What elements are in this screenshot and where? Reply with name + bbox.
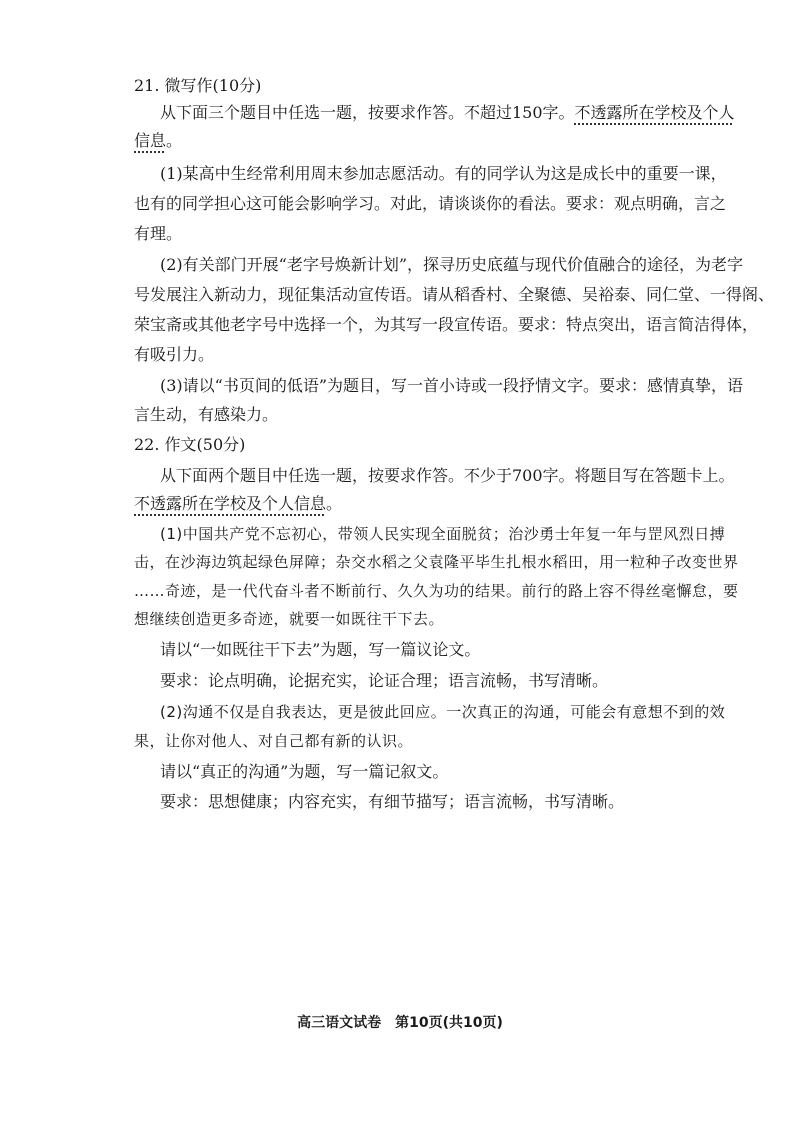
q22-option2-line2: 果，让你对他人、对自己都有新的认识。 <box>134 732 414 750</box>
q22-option1-line1: (1)中国共产党不忘初心，带领人民实现全面脱贫；治沙勇士年复一年与罡风烈日搏 <box>160 525 726 543</box>
q21-option2-line1: (2)有关部门开展“老字号焕新计划”，探寻历史底蕴与现代价值融合的途径，为老字 <box>160 255 744 274</box>
q21-option1-line3: 有理。 <box>134 224 183 243</box>
q22-option2-requirements: 要求：思想健康；内容充实，有细节描写；语言流畅，书写清晰。 <box>160 792 625 811</box>
q21-instructions-text: 从下面三个题目中任选一题，按要求作答。不超过150字。 <box>160 103 575 122</box>
q22-privacy-notice: 不透露所在学校及个人信息 <box>134 494 327 513</box>
q21-instructions-line1 <box>160 103 735 123</box>
q22-option2-prompt: 请以“真正的沟通”为题，写一篇记叙文。 <box>160 762 449 781</box>
q22-heading: 22. 作文(50分) <box>134 435 246 454</box>
q22-option1-line4: 想继续创造更多奇迹，就要一如既往干下去。 <box>134 610 445 628</box>
q21-option2-line2: 号发展注入新动力，现征集活动宣传语。请从稻香村、全聚德、吴裕泰、同仁堂、一得阁、 <box>134 285 775 304</box>
q21-privacy-notice: 不透露所在学校及个人 <box>574 103 735 122</box>
q21-privacy-notice-end: 信息 <box>134 131 167 150</box>
q21-option1-line2: 也有的同学担心这可能会影响学习。对此，请谈谈你的看法。要求：观点明确，言之 <box>134 194 727 213</box>
q21-instructions-line2 <box>134 131 182 151</box>
q21-period: 。 <box>166 131 183 150</box>
q21-option3-line1: (3)请以“书页间的低语”为题目，写一首小诗或一段抒情文字。要求：感情真挚，语 <box>160 376 744 395</box>
q21-heading: 21. 微写作(10分) <box>134 76 262 95</box>
page-footer: 高三语文试卷 第10页(共10页) <box>297 1015 503 1031</box>
q21-option2-line4: 有吸引力。 <box>134 345 215 364</box>
q22-instructions-line2 <box>134 494 342 514</box>
q22-option1-line2: 击，在沙海边筑起绿色屏障；杂交水稻之父袁隆平毕生扎根水稻田，用一粒种子改变世界 <box>134 553 739 571</box>
q22-option1-line3: ……奇迹，是一代代奋斗者不断前行、久久为功的结果。前行的路上容不得丝毫懈怠，要 <box>134 582 739 600</box>
q21-option3-line2: 言生动，有感染力。 <box>134 405 279 424</box>
q21-option2-line3: 荣宝斋或其他老字号中选择一个，为其写一段宣传语。要求：特点突出，语言简洁得体， <box>134 315 759 334</box>
q22-option1-prompt: 请以“一如既往干下去”为题，写一篇议论文。 <box>160 640 481 659</box>
q22-period: 。 <box>326 494 343 513</box>
q22-instructions-line1: 从下面两个题目中任选一题，按要求作答。不少于700字。将题目写在答题卡上。 <box>160 466 735 485</box>
q21-option1-line1: (1)某高中生经常利用周末参加志愿活动。有的同学认为这是成长中的重要一课， <box>160 164 727 183</box>
q22-option1-requirements: 要求：论点明确，论据充实，论证合理；语言流畅，书写清晰。 <box>160 671 609 690</box>
q22-option2-line1: (2)沟通不仅是自我表达，更是彼此回应。一次真正的沟通，可能会有意想不到的效 <box>160 703 726 721</box>
